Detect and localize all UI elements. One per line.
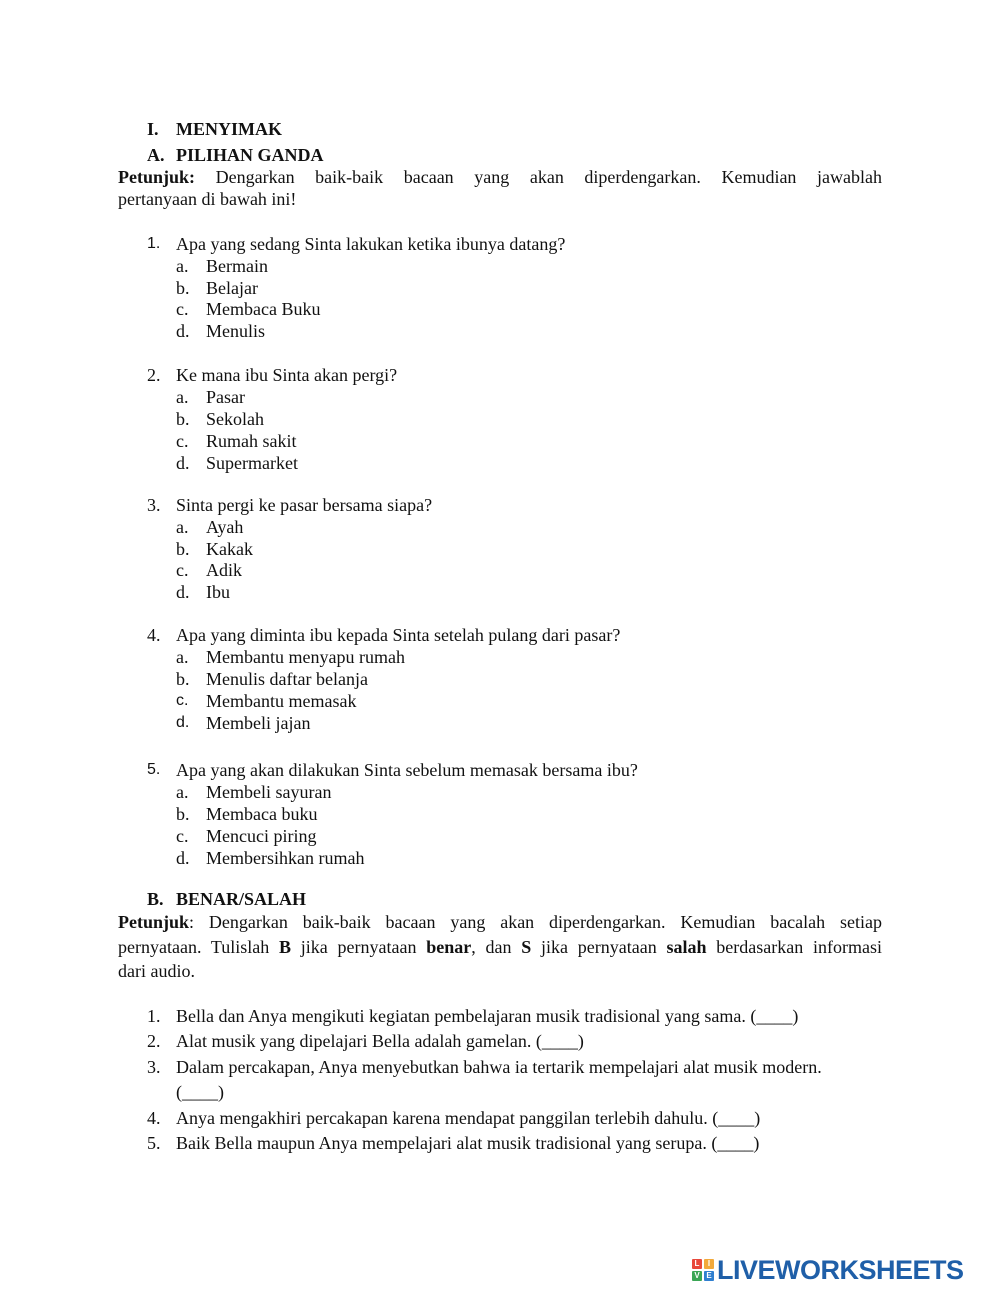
statement-number: 3. bbox=[147, 1057, 161, 1077]
option-letter: c. bbox=[176, 826, 189, 846]
option-letter: d. bbox=[176, 453, 190, 473]
part-b-instructions-line-2: pernyataan. Tulislah B jika pernyataan benar, dan S jika pernyataan salah berdasarkan informasi bbox=[118, 937, 882, 957]
option-text: Sekolah bbox=[206, 409, 264, 429]
option-text: Mencuci piring bbox=[206, 826, 317, 846]
section-number: I. bbox=[147, 119, 159, 139]
option-text: Ayah bbox=[206, 517, 244, 537]
part-a-letter: A. bbox=[147, 145, 165, 165]
option-letter: c. bbox=[176, 560, 189, 580]
question-number: 5. bbox=[147, 761, 161, 778]
option-letter: d. bbox=[176, 848, 190, 868]
option-letter: b. bbox=[176, 539, 190, 559]
option-text: Adik bbox=[206, 560, 242, 580]
part-b-letter: B. bbox=[147, 889, 164, 909]
statement-text: Bella dan Anya mengikuti kegiatan pembelajaran musik tradisional yang sama. (____) bbox=[176, 1006, 799, 1026]
option-text: Membeli sayuran bbox=[206, 782, 332, 802]
question-number: 3. bbox=[147, 495, 161, 515]
question-number: 2. bbox=[147, 365, 161, 385]
option-text: Menulis daftar belanja bbox=[206, 669, 368, 689]
option-letter: a. bbox=[176, 782, 189, 802]
option-text: Membaca buku bbox=[206, 804, 318, 824]
option-text: Supermarket bbox=[206, 453, 298, 473]
section-title: MENYIMAK bbox=[176, 119, 282, 139]
part-b-instructions-line-3: dari audio. bbox=[118, 961, 195, 981]
instruction-label: Petunjuk bbox=[118, 912, 190, 932]
question-text: Sinta pergi ke pasar bersama siapa? bbox=[176, 495, 433, 515]
part-b-title: BENAR/SALAH bbox=[176, 889, 307, 909]
option-letter: d. bbox=[176, 321, 190, 341]
option-letter: d. bbox=[176, 714, 190, 731]
part-a-instructions-line-1: Petunjuk: Dengarkan baik-baik bacaan yang akan diperdengarkan. Kemudian jawablah bbox=[118, 167, 882, 187]
question-text: Apa yang diminta ibu kepada Sinta setelah pulang dari pasar? bbox=[176, 625, 621, 645]
part-a-instructions-line-2: pertanyaan di bawah ini! bbox=[118, 189, 297, 209]
option-letter: a. bbox=[176, 647, 189, 667]
option-text: Bermain bbox=[206, 256, 268, 276]
option-letter: c. bbox=[176, 692, 189, 709]
logo-text: LIVEWORKSHEETS bbox=[717, 1255, 964, 1285]
option-letter: b. bbox=[176, 804, 190, 824]
option-text: Kakak bbox=[206, 539, 253, 559]
statement-text: Anya mengakhiri percakapan karena mendapat panggilan terlebih dahulu. (____) bbox=[176, 1108, 761, 1128]
question-number: 1. bbox=[147, 235, 161, 252]
option-letter: d. bbox=[176, 582, 190, 602]
option-text: Rumah sakit bbox=[206, 431, 297, 451]
option-text: Menulis bbox=[206, 321, 266, 341]
option-letter: c. bbox=[176, 299, 189, 319]
part-b-instructions-line-1: Petunjuk: Dengarkan baik-baik bacaan yang akan diperdengarkan. Kemudian bacalah setiap bbox=[118, 912, 882, 932]
option-text: Membersihkan rumah bbox=[206, 848, 365, 868]
option-letter: b. bbox=[176, 278, 190, 298]
option-text: Ibu bbox=[206, 582, 230, 602]
option-text: Membeli jajan bbox=[206, 713, 311, 733]
statement-number: 4. bbox=[147, 1108, 161, 1128]
statement-text: Alat musik yang dipelajari Bella adalah gamelan. (____) bbox=[176, 1031, 584, 1051]
liveworksheets-logo bbox=[692, 1256, 964, 1284]
question-text: Ke mana ibu Sinta akan pergi? bbox=[176, 365, 398, 385]
option-text: Membaca Buku bbox=[206, 299, 321, 319]
question-number: 4. bbox=[147, 625, 161, 645]
option-letter: c. bbox=[176, 431, 189, 451]
option-letter: b. bbox=[176, 669, 190, 689]
question-text: Apa yang akan dilakukan Sinta sebelum memasak bersama ibu? bbox=[176, 760, 638, 780]
statement-text: Baik Bella maupun Anya mempelajari alat musik tradisional yang serupa. (____) bbox=[176, 1133, 760, 1153]
question-text: Apa yang sedang Sinta lakukan ketika ibunya datang? bbox=[176, 234, 566, 254]
instruction-label: Petunjuk: bbox=[118, 167, 196, 187]
logo-blocks-icon: L I V E bbox=[692, 1259, 714, 1281]
option-text: Membantu menyapu rumah bbox=[206, 647, 405, 667]
part-a-title: PILIHAN GANDA bbox=[176, 145, 324, 165]
option-text: Belajar bbox=[206, 278, 258, 298]
option-letter: a. bbox=[176, 517, 189, 537]
option-text: Membantu memasak bbox=[206, 691, 357, 711]
statement-text: Dalam percakapan, Anya menyebutkan bahwa ia tertarik mempelajari alat musik modern. bbox=[176, 1057, 822, 1077]
option-text: Pasar bbox=[206, 387, 245, 407]
option-letter: b. bbox=[176, 409, 190, 429]
statement-number: 5. bbox=[147, 1133, 161, 1153]
statement-number: 2. bbox=[147, 1031, 161, 1051]
statement-answer-blank: (____) bbox=[176, 1082, 224, 1102]
statement-number: 1. bbox=[147, 1006, 161, 1026]
option-letter: a. bbox=[176, 387, 189, 407]
option-letter: a. bbox=[176, 256, 189, 276]
